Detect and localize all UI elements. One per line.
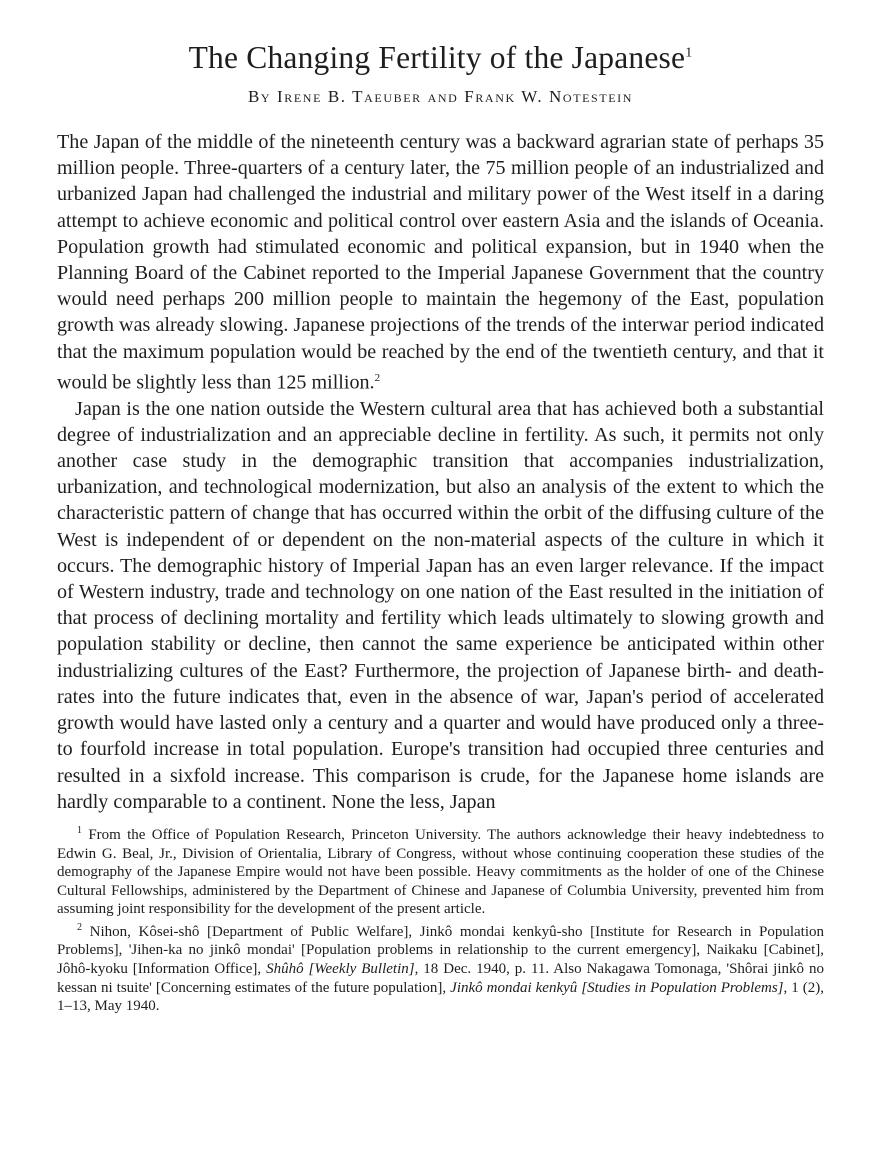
footnote-2-text-c: , 18 Dec. 1940, p. 11. Also Nakagawa Tomonaga, 'Shôrai jinkô no kessan ni tsuite' [Concerning estimates of the future population], — [57, 961, 824, 996]
article-body — [57, 129, 824, 815]
footnote-2-journal-title-1: Shûhô [Weekly Bulletin] — [266, 961, 415, 978]
author-byline: By Irene B. Taeuber and Frank W. Notestein — [247, 86, 634, 106]
footnotes — [57, 822, 824, 1016]
footnote-2 — [57, 919, 824, 1016]
footnote-1-marker: 1 — [77, 824, 82, 836]
footnote-2-marker: 2 — [77, 921, 82, 933]
footnote-2-text-a: Nihon, Kôsei-shô [Department of Public Welfare], Jinkô mondai kenkyû-sho [Institute for Research in Population Problems], 'Jihen-ka no jinkô mondai' [Population problems in relationship to the current emergency], Naikaku [Cabinet], Jôhô-kyoku [Information Office], — [57, 923, 824, 978]
footnote-ref-1: 1 — [685, 45, 693, 61]
article-title-text: The Changing Fertility of the Japanese — [188, 40, 686, 75]
footnote-1-text: From the Office of Population Research, Princeton University. The authors acknowledge their heavy indebtedness to Edwin G. Beal, Jr., Division of Orientalia, Library of Congress, without whose continuing cooperation these studies of the demography of the Japanese Empire would not have been possible. Heavy commitments as the holder of one of the Chinese Cultural Fellowships, administered by the Department of Chinese and Japanese of Columbia University, prevented him from assuming joint responsibility for the development of the present article. — [57, 826, 825, 918]
footnote-1 — [57, 822, 824, 919]
body-paragraph-1-text: The Japan of the middle of the nineteenth century was a backward agrarian state of perhaps 35 million people. Three-quarters of a century later, the 75 million people of an industrialized and urbanized Japan had challenged the industrial and military power of the West itself in a daring attempt to achieve economic and political control over eastern Asia and the islands of Oceania. Population growth had stimulated economic and political expansion, but in 1940 when the Planning Board of the Cabinet reported to the Imperial Japanese Government that the country would need perhaps 200 million people to maintain the hegemony of the East, population growth was already slowing. Japanese projections of the trends of the interwar period indicated that the maximum population would be reached by the end of the twentieth century, and that it would be slightly less than 125 million. — [57, 130, 824, 394]
footnote-2-journal-title-2: Jinkô mondai kenkyû [Studies in Population Problems] — [450, 979, 784, 996]
footnote-2-text-e: , 1 (2), 1–13, May 1940. — [57, 979, 824, 1015]
body-paragraph-2: Japan is the one nation outside the Western cultural area that has achieved both a substantial degree of industrialization and an appreciable decline in fertility. As such, it permits not only another case study in the demographic transition that accompanies industrialization, urbanization, and technological modernization, but also an analysis of the extent to which the characteristic pattern of change that has occurred within the orbit of the diffusing culture of the West is independent of or dependent on the non-material aspects of the culture in which it occurs. The demographic history of Imperial Japan has an even larger relevance. If the impact of Western industry, trade and technology on one nation of the East resulted in the initiation of that process of declining mortality and fertility which leads ultimately to slowing growth and population stability or decline, then cannot the same experience be anticipated within other industrializing cultures of the East? Furthermore, the projection of Japanese birth- and death-rates into the future indicates that, even in the absence of war, Japan's period of accelerated growth would have lasted only a century and a quarter and would have produced only a three- to fourfold increase in total population. Europe's transition had occupied three centuries and resulted in a sixfold increase. This comparison is crude, for the Japanese home islands are hardly comparable to a continent. None the less, Japan — [57, 397, 824, 813]
article-title — [57, 38, 824, 79]
footnote-ref-2: 2 — [374, 371, 381, 384]
body-paragraph-1 — [57, 129, 824, 396]
